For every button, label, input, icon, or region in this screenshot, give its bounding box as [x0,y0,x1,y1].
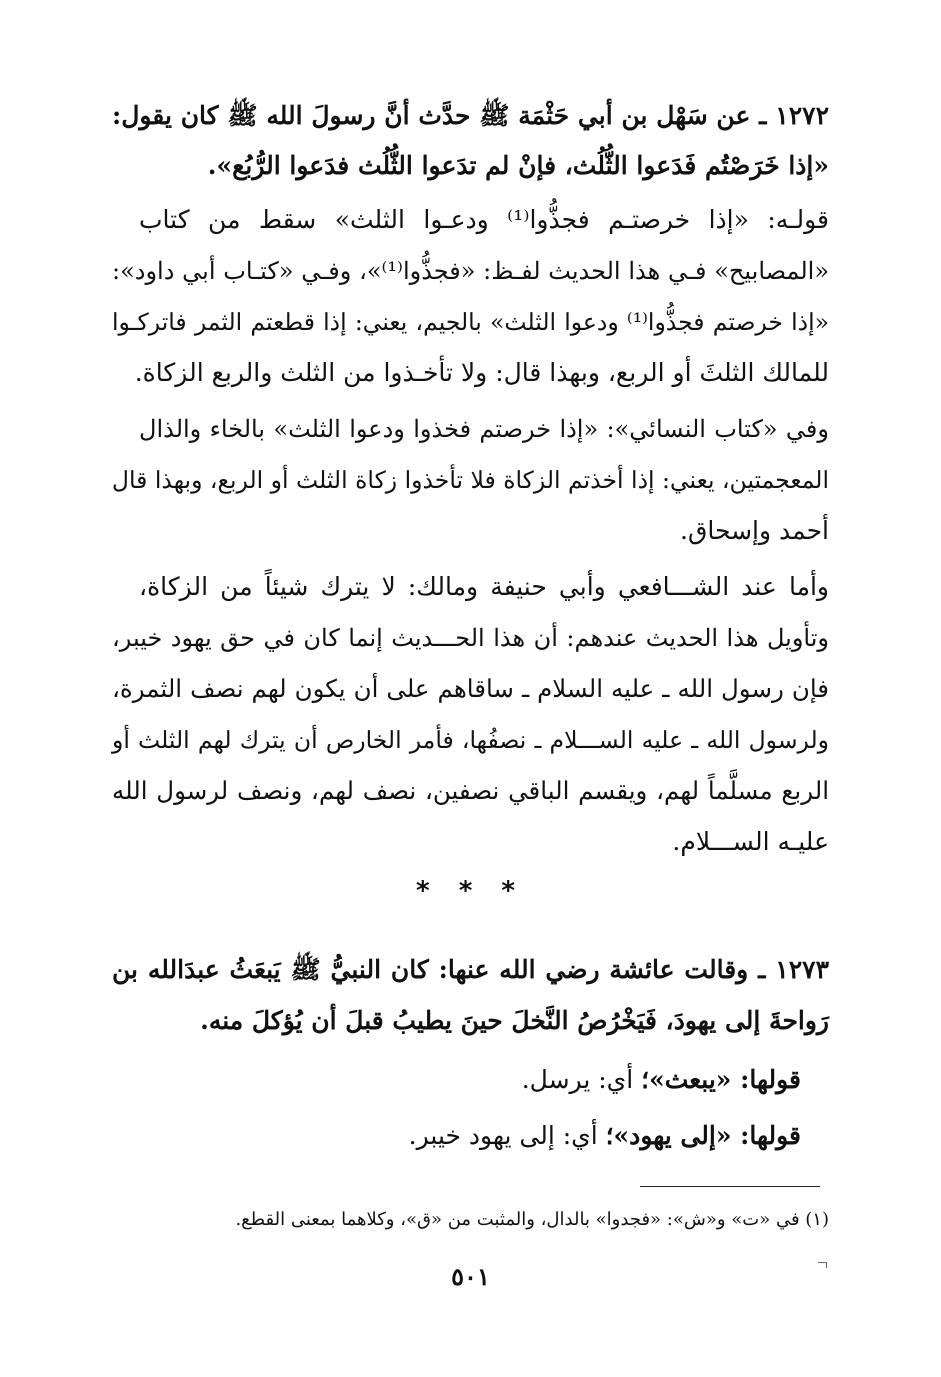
commentary-2-line-3: أحمد وإسحاق. [680,516,829,545]
commentary-3-line-2: وتأويل هذا الحديث عندهم: أن هذا الحـــديث إنما كان في حق يهود خيبر، [112,624,829,652]
commentary-4-text-1: أي: يرسل. [521,1065,642,1094]
commentary-3-line-6: عليـه الســـلام. [672,827,829,856]
commentary-3-line-1: وأما عند الشـــافعي وأبي حنيفة ومالك: لا يترك شيئاً من الزكاة، [139,572,829,601]
commentary-4-line-1 [111,1060,801,1100]
commentary-1-line-3: «إذا خرصتم فجذُّوا⁽¹⁾ ودعوا الثلث» بالجيم، يعني: إذا قطعتم الثمر فاتركـوا [112,308,829,336]
commentary-2-line-2: المعجمتين، يعني: إذا أخذتم الزكاة فلا تأخذوا زكاة الثلث أو الربع، وبهذا قال [111,466,829,494]
section-separator: * * * [416,876,525,906]
footnote-divider [640,1186,820,1187]
commentary-2-line-1: وفي «كتاب النسائي»: «إذا خرصتم فخذوا ودعوا الثلث» بالخاء والذال [139,415,829,443]
commentary-3-line-4: ولرسول الله ـ عليه الســـلام ـ نصفُها، فأمر الخارص أن يترك لهم الثلث أو [112,726,829,754]
hadith-1273-line-2: رَواحةَ إلى يهودَ، فَيَخْرُصُ النَّخلَ حينَ يطيبُ قبلَ أن يُؤكلَ منه. [200,1006,829,1035]
hadith-1272-line-1: ١٢٧٢ ـ عن سَهْل بن أبي حَثْمَة ﷺ حدَّث أنَّ رسولَ الله ﷺ كان يقول: [112,101,829,130]
commentary-3-line-5: الربع مسلَّماً لهم، ويقسم الباقي نصفين، نصف لهم، ونصف لرسول الله [112,776,829,805]
commentary-4-text-2: أي: إلى يهود خيبر. [408,1121,606,1150]
commentary-1-line-1: قولـه: «إذا خرصتـم فجذُّوا⁽¹⁾ ودعـوا الثلث» سقط من كتاب [139,205,829,234]
corner-mark-icon [818,1262,827,1268]
commentary-4-line-2 [111,1116,801,1156]
commentary-4-label-1: قولها: «يبعث»؛ [641,1065,801,1094]
hadith-1272-line-2: «إذا خَرَصْتُم فَدَعوا الثُّلُث، فإنْ لم تدَعوا الثُّلُث فدَعوا الرُّبُع». [207,151,829,180]
commentary-4-label-2: قولها: «إلى يهود»؛ [605,1121,801,1150]
commentary-1-line-4: للمالك الثلثَ أو الربع، وبهذا قال: ولا تأخـذوا من الثلث والربع الزكاة. [134,358,829,387]
commentary-1-line-2: «المصابيح» فـي هذا الحديث لفـظ: «فجذُّوا⁽¹⁾»، وفـي «كتـاب أبي داود»: [112,257,829,285]
page-number: ٥٠١ [451,1262,490,1291]
commentary-3-line-3: فإن رسول الله ـ عليه السلام ـ ساقاهم على أن يكون لهم نصف الثمرة، [112,674,829,703]
hadith-1273-line-1: ١٢٧٣ ـ وقالت عائشة رضي الله عنها: كان النبيُّ ﷺ يَبعَثُ عبدَالله بن [112,955,829,984]
footnote: (١) في «ت» و«ش»: «فجدوا» بالدال، والمثبت من «ق»، وكلاهما بمعنى القطع. [235,1209,829,1230]
